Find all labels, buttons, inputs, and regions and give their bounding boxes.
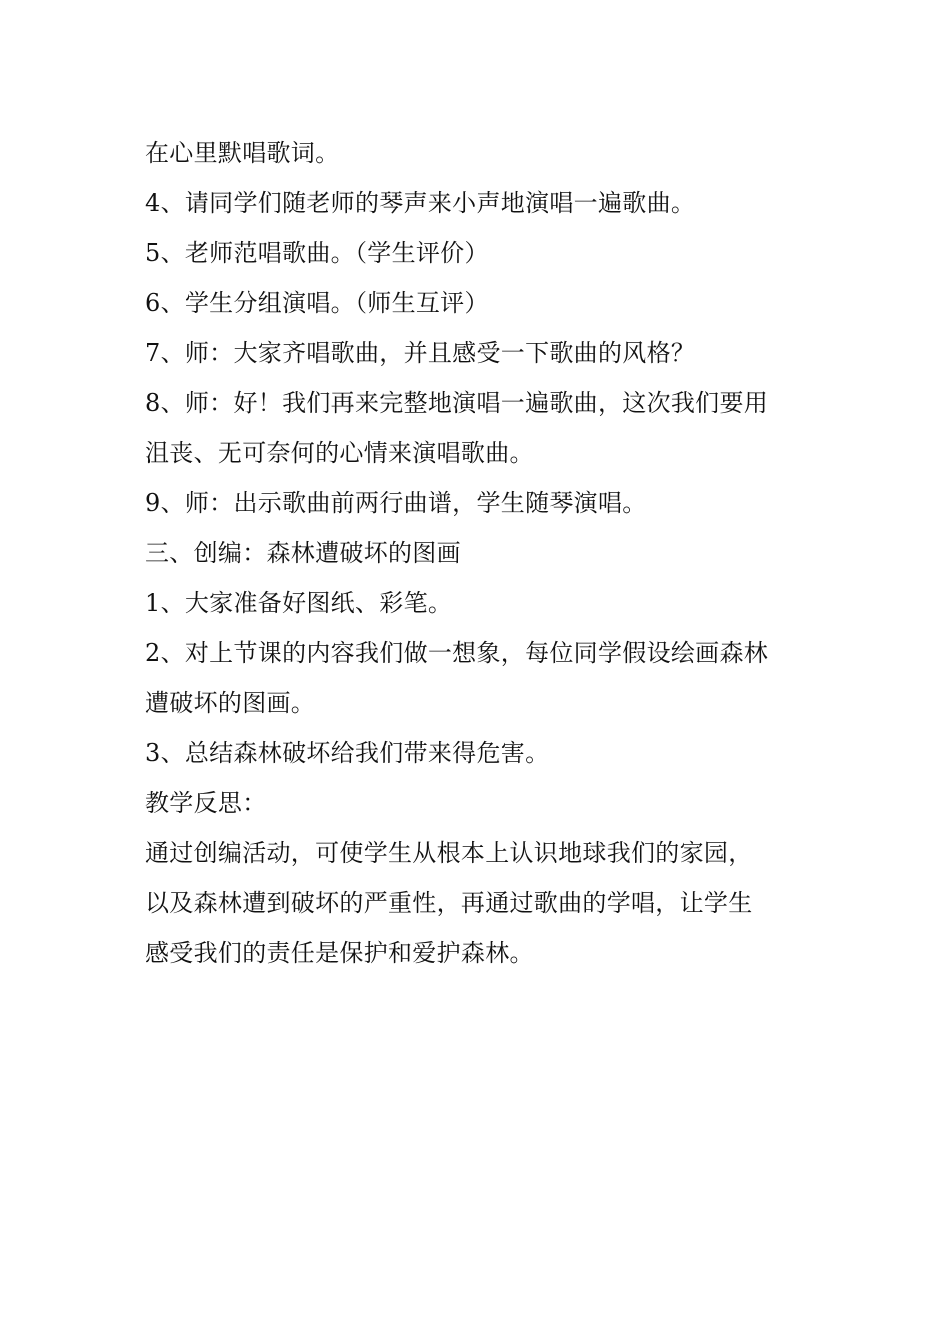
text-line: 在心里默唱歌词。 — [145, 139, 340, 167]
text-line: 以及森林遭到破坏的严重性，再通过歌曲的学唱，让学生 — [145, 889, 753, 917]
document-body — [145, 128, 810, 978]
text-line: 5、老师范唱歌曲。（学生评价） — [145, 239, 489, 267]
text-line: 8、师：好！我们再来完整地演唱一遍歌曲，这次我们要用 — [145, 389, 769, 417]
text-line: 通过创编活动，可使学生从根本上认识地球我们的家园， — [145, 839, 753, 867]
reflection-heading: 教学反思： — [145, 789, 267, 817]
section-heading: 三、创编：森林遭破坏的图画 — [145, 539, 461, 567]
text-line: 1、大家准备好图纸、彩笔。 — [145, 589, 453, 617]
text-line: 9、师：出示歌曲前两行曲谱，学生随琴演唱。 — [145, 489, 647, 517]
text-line: 3、总结森林破坏给我们带来得危害。 — [145, 739, 550, 767]
text-line: 2、对上节课的内容我们做一想象，每位同学假设绘画森林 — [145, 639, 769, 667]
text-line: 遭破坏的图画。 — [145, 689, 316, 717]
text-line: 沮丧、无可奈何的心情来演唱歌曲。 — [145, 439, 534, 467]
text-line: 4、请同学们随老师的琴声来小声地演唱一遍歌曲。 — [145, 189, 696, 217]
text-line: 7、师：大家齐唱歌曲，并且感受一下歌曲的风格？ — [145, 339, 696, 367]
text-line: 感受我们的责任是保护和爱护森林。 — [145, 939, 534, 967]
text-line: 6、学生分组演唱。（师生互评） — [145, 289, 489, 317]
